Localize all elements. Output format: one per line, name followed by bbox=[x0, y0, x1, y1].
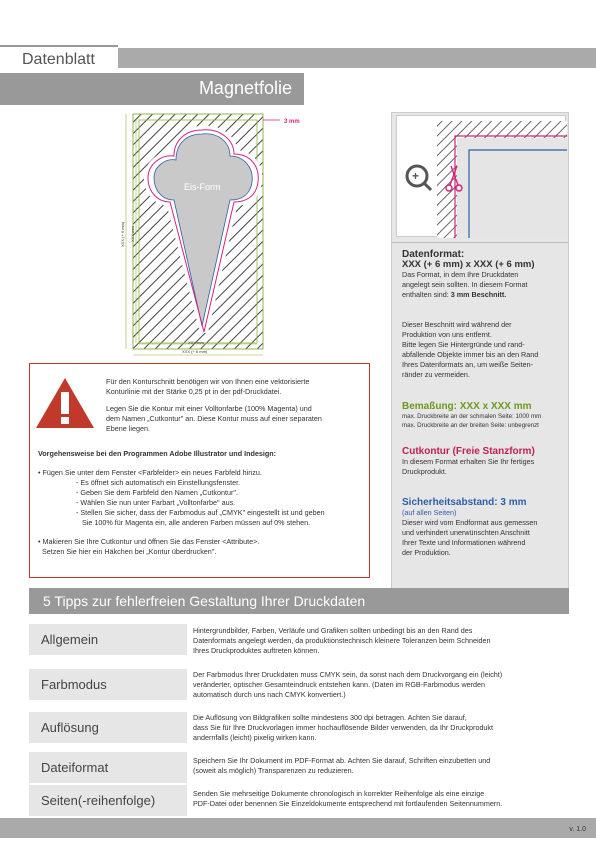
size-block bbox=[402, 402, 541, 430]
warning-text-line: Konturlinie mit der Stärke 0,25 pt in der pdf-Druckdatei. bbox=[106, 387, 282, 396]
warning-icon bbox=[34, 376, 96, 430]
tip-text-allgemein: Hintergrundbilder, Farben, Verläufe und Grafiken sollten unbedingt bis an den Rand des Datenformats angelegt werden, da produktionstechnisch kleinere Toleranzen beim Schneiden Ihres Druckproduktes auftreten können. bbox=[193, 626, 491, 655]
bleed-text-line: ränder zu vermeiden. bbox=[402, 370, 470, 379]
datasheet-tab: Datenblatt bbox=[0, 45, 118, 70]
procedure-step: • Fügen Sie unter dem Fenster <Farbfelder> ein neues Farbfeld hinzu. bbox=[38, 468, 262, 477]
svg-text:+: + bbox=[412, 169, 420, 183]
procedure-heading: Vorgehensweise bei den Programmen Adobe Illustrator und Indesign: bbox=[38, 449, 277, 458]
format-text-line: angelegt sein sollten. In diesem Format bbox=[402, 280, 528, 289]
bleed-dimension-label: 3 mm bbox=[284, 119, 300, 125]
procedure-step: - Wählen Sie nun unter Farbart „Volltonfarbe" aus. bbox=[76, 498, 236, 507]
cut-heading: Cutkontur (Freie Stanzform) bbox=[402, 446, 535, 457]
warning-text-line: Ebene liegen. bbox=[106, 424, 150, 433]
dim-left-inner: XXX mm bbox=[130, 226, 135, 242]
tip-label-seiten: Seiten(-reihenfolge) bbox=[29, 785, 187, 816]
procedure-step: - Geben Sie dem Farbfeld den Namen „Cutkontur". bbox=[76, 488, 238, 497]
warning-text-line: Legen Sie die Kontur mit einer Volltonfarbe (100% Magenta) und bbox=[106, 404, 312, 413]
dim-left-outer: XXX (+ 6 mm) bbox=[120, 221, 125, 247]
format-text-line: enthalten sind: 3 mm Beschnitt. bbox=[402, 290, 507, 299]
warning-text-line: dem Namen „Cutkontur" an. Diese Kontur muss auf einer separaten bbox=[106, 414, 322, 423]
warning-intro bbox=[106, 377, 364, 434]
shape-label: Eis-Form bbox=[184, 182, 221, 192]
procedure-step: - Es öffnet sich automatisch ein Einstellungsfenster. bbox=[76, 478, 241, 487]
sidebar-divider bbox=[391, 242, 569, 243]
bleed-illustration bbox=[396, 115, 566, 237]
procedure-final: Setzen Sie hier ein Häkchen bei „Kontur überdrucken". bbox=[42, 547, 217, 556]
tip-text-farbmodus: Der Farbmodus Ihrer Druckdaten muss CMYK sein, da sonst nach dem Druckvorgang ein (leicht) veränderter, optischer Gesamteindruck entstehen kann. (Daten im RGB-Farbmodus werden automatisch durch uns nach CMYK konvertiert.) bbox=[193, 670, 503, 699]
version-label: v. 1.0 bbox=[569, 826, 586, 833]
format-size: XXX (+ 6 mm) x XXX (+ 6 mm) bbox=[402, 259, 535, 270]
tip-label-aufloesung: Auflösung bbox=[29, 712, 187, 743]
ice-cream-shape-diagram bbox=[120, 112, 300, 367]
tip-text-seiten: Senden Sie mehrseitige Dokumente chronologisch in korrekter Reihenfolge als eine einzige PDF-Datei oder benennen Sie Einzeldokumente entsprechend mit fortlaufenden Seitennummern. bbox=[193, 789, 503, 808]
bleed-info bbox=[402, 320, 538, 380]
bleed-text-line: abfallende Objekte immer bis an den Rand bbox=[402, 350, 539, 359]
format-heading: Datenformat: bbox=[402, 249, 465, 260]
bleed-text-line: Produktion von uns entfernt. bbox=[402, 330, 492, 339]
cut-text-line: In diesem Format erhalten Sie Ihr fertiges bbox=[402, 457, 535, 466]
safe-heading: Sicherheitsabstand: 3 mm bbox=[402, 497, 527, 508]
safe-text-line: der Produktion. bbox=[402, 548, 451, 557]
bleed-text-line: Ihres Datenformats an, um weiße Seiten- bbox=[402, 360, 534, 369]
cut-text-line: Druckprodukt. bbox=[402, 467, 447, 476]
dim-bottom-inner: XXX mm bbox=[188, 340, 204, 345]
cut-block bbox=[402, 447, 535, 477]
procedure-section bbox=[38, 449, 368, 557]
bleed-text-line: Dieser Beschnitt wird während der bbox=[402, 320, 512, 329]
safe-text-line: Ihrer Texte und Informationen während bbox=[402, 538, 526, 547]
tip-label-farbmodus: Farbmodus bbox=[29, 669, 187, 700]
format-text-line: Das Format, in dem Ihre Druckdaten bbox=[402, 270, 519, 279]
tip-label-allgemein: Allgemein bbox=[29, 624, 187, 655]
safe-block bbox=[402, 498, 537, 558]
procedure-final: • Makieren Sie Ihre Cutkontur und öffnen Sie das Fenster <Attribute>. bbox=[38, 537, 260, 546]
procedure-step: - Stellen Sie sicher, dass der Farbmodus auf „CMYK" eingestellt ist und geben bbox=[76, 508, 325, 517]
footer-bar bbox=[0, 818, 596, 838]
safe-subheading: (auf allen Seiten) bbox=[402, 508, 457, 517]
tip-label-dateiformat: Dateiformat bbox=[29, 752, 187, 783]
tip-text-dateiformat: Speichern Sie Ihr Dokument im PDF-Format ab. Achten Sie darauf, Schriften einzubetten und (soweit als möglich) Transparenzen zu reduzieren. bbox=[193, 756, 491, 775]
tips-heading: 5 Tipps zur fehlerfreien Gestaltung Ihrer Druckdaten bbox=[29, 588, 569, 614]
procedure-step: Sie 100% für Magenta ein, alle anderen Farben müssen auf 0% stehen. bbox=[82, 518, 311, 527]
safe-text-line: Dieser wird vom Endformat aus gemessen bbox=[402, 518, 538, 527]
bleed-text-line: Bitte legen Sie Hintergründe und rand- bbox=[402, 340, 525, 349]
warning-text-line: Für den Konturschnitt benötigen wir von Ihnen eine vektorisierte bbox=[106, 377, 310, 386]
page-title: Magnetfolie bbox=[0, 73, 304, 105]
dim-bottom-outer: XXX (+ 6 mm) bbox=[182, 349, 208, 354]
size-heading: Bemaßung: XXX x XXX mm bbox=[402, 401, 532, 412]
tip-text-aufloesung: Die Auflösung von Bildgrafiken sollte mindestens 300 dpi betragen. Achten Sie darauf, dass Sie für Ihre Druckvorlagen immer hochauflösende Bilder verwenden, da Ihr Druckprodukt andernfalls (leicht) pixelig wirken kann. bbox=[193, 713, 494, 742]
safe-text-line: und verhindert unerwünschten Anschnitt bbox=[402, 528, 530, 537]
format-block bbox=[402, 250, 535, 300]
size-text-line: max. Druckbreite an der schmalen Seite: 1000 mm bbox=[402, 413, 542, 420]
size-text-line: max. Druckbreite an der breiten Seite: unbegrenzt bbox=[402, 422, 539, 429]
